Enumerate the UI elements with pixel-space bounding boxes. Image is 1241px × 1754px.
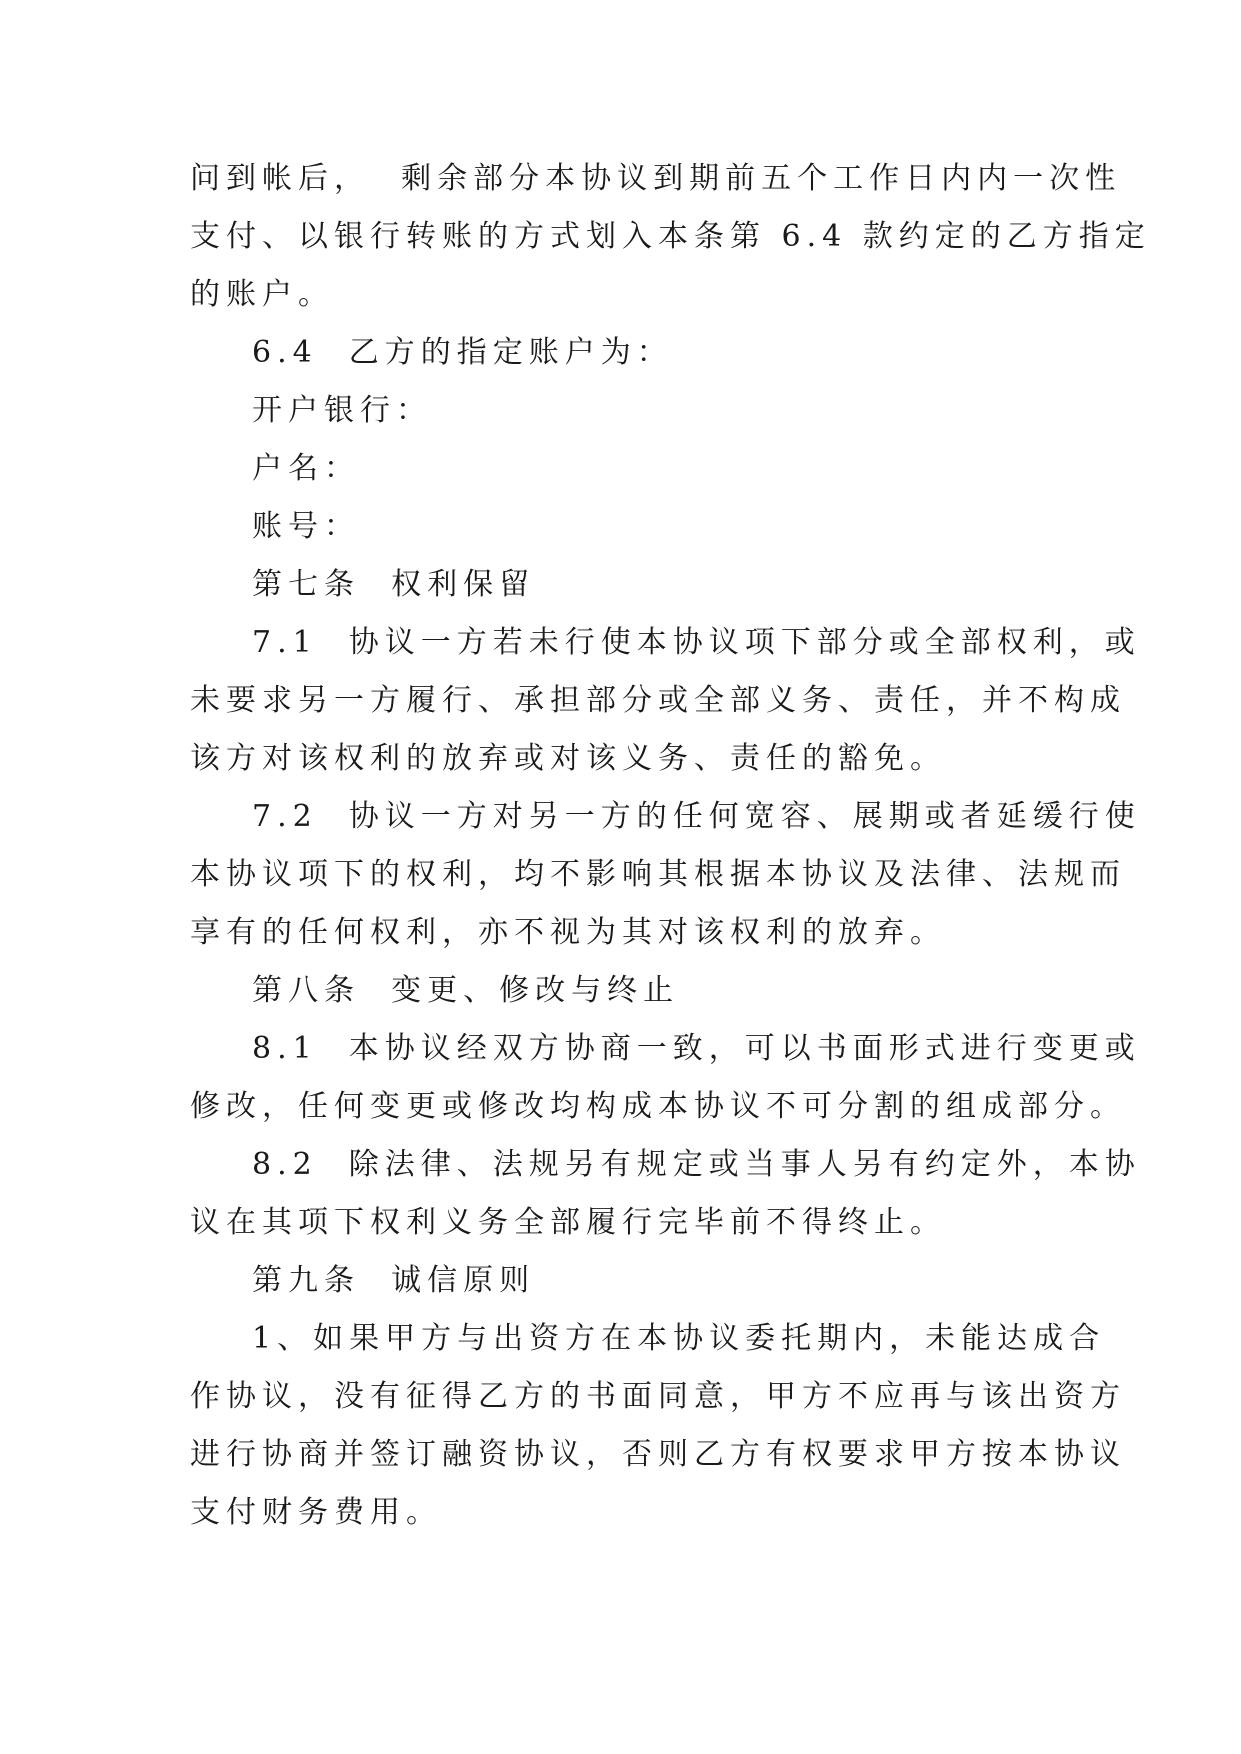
article-heading: 第九条 诚信原则 [252,1263,536,1298]
text-line: 该方对该权利的放弃或对该义务、责任的豁免。 [190,741,946,776]
text-line: 8.2 除法律、法规另有规定或当事人另有约定外，本协 [252,1147,1141,1182]
text-line: 8.1 本协议经双方协商一致，可以书面形式进行变更或 [252,1031,1141,1066]
text-line: 进行协商并签订融资协议，否则乙方有权要求甲方按本协议 [190,1437,1126,1472]
text-line: 修改，任何变更或修改均构成本协议不可分割的组成部分。 [190,1089,1126,1124]
text-line: 的账户。 [190,277,334,312]
text-line: 问到帐后， 剩余部分本协议到期前五个工作日内内一次性 [190,161,1122,196]
article-heading: 第七条 权利保留 [252,567,536,602]
account-name-label: 户名： [252,451,360,486]
text-line: 7.1 协议一方若未行使本协议项下部分或全部权利，或 [252,625,1141,660]
text-line: 7.2 协议一方对另一方的任何宽容、展期或者延缓行使 [252,799,1141,834]
text-line: 议在其项下权利义务全部履行完毕前不得终止。 [190,1205,946,1240]
account-number-label: 账号： [252,509,360,544]
text-line: 享有的任何权利，亦不视为其对该权利的放弃。 [190,915,946,950]
text-line: 未要求另一方履行、承担部分或全部义务、责任，并不构成 [190,683,1126,718]
text-line: 支付财务费用。 [190,1495,442,1530]
text-line: 支付、以银行转账的方式划入本条第 6.4 款约定的乙方指定 [190,219,1151,254]
document-body [190,150,1151,1542]
text-line: 1、如果甲方与出资方在本协议委托期内，未能达成合 [252,1321,1106,1356]
clause-heading: 6.4 乙方的指定账户为： [252,335,673,370]
text-line: 作协议，没有征得乙方的书面同意，甲方不应再与该出资方 [190,1379,1126,1414]
text-line: 本协议项下的权利，均不影响其根据本协议及法律、法规而 [190,857,1126,892]
article-heading: 第八条 变更、修改与终止 [252,973,680,1008]
bank-name-label: 开户银行： [252,393,432,428]
